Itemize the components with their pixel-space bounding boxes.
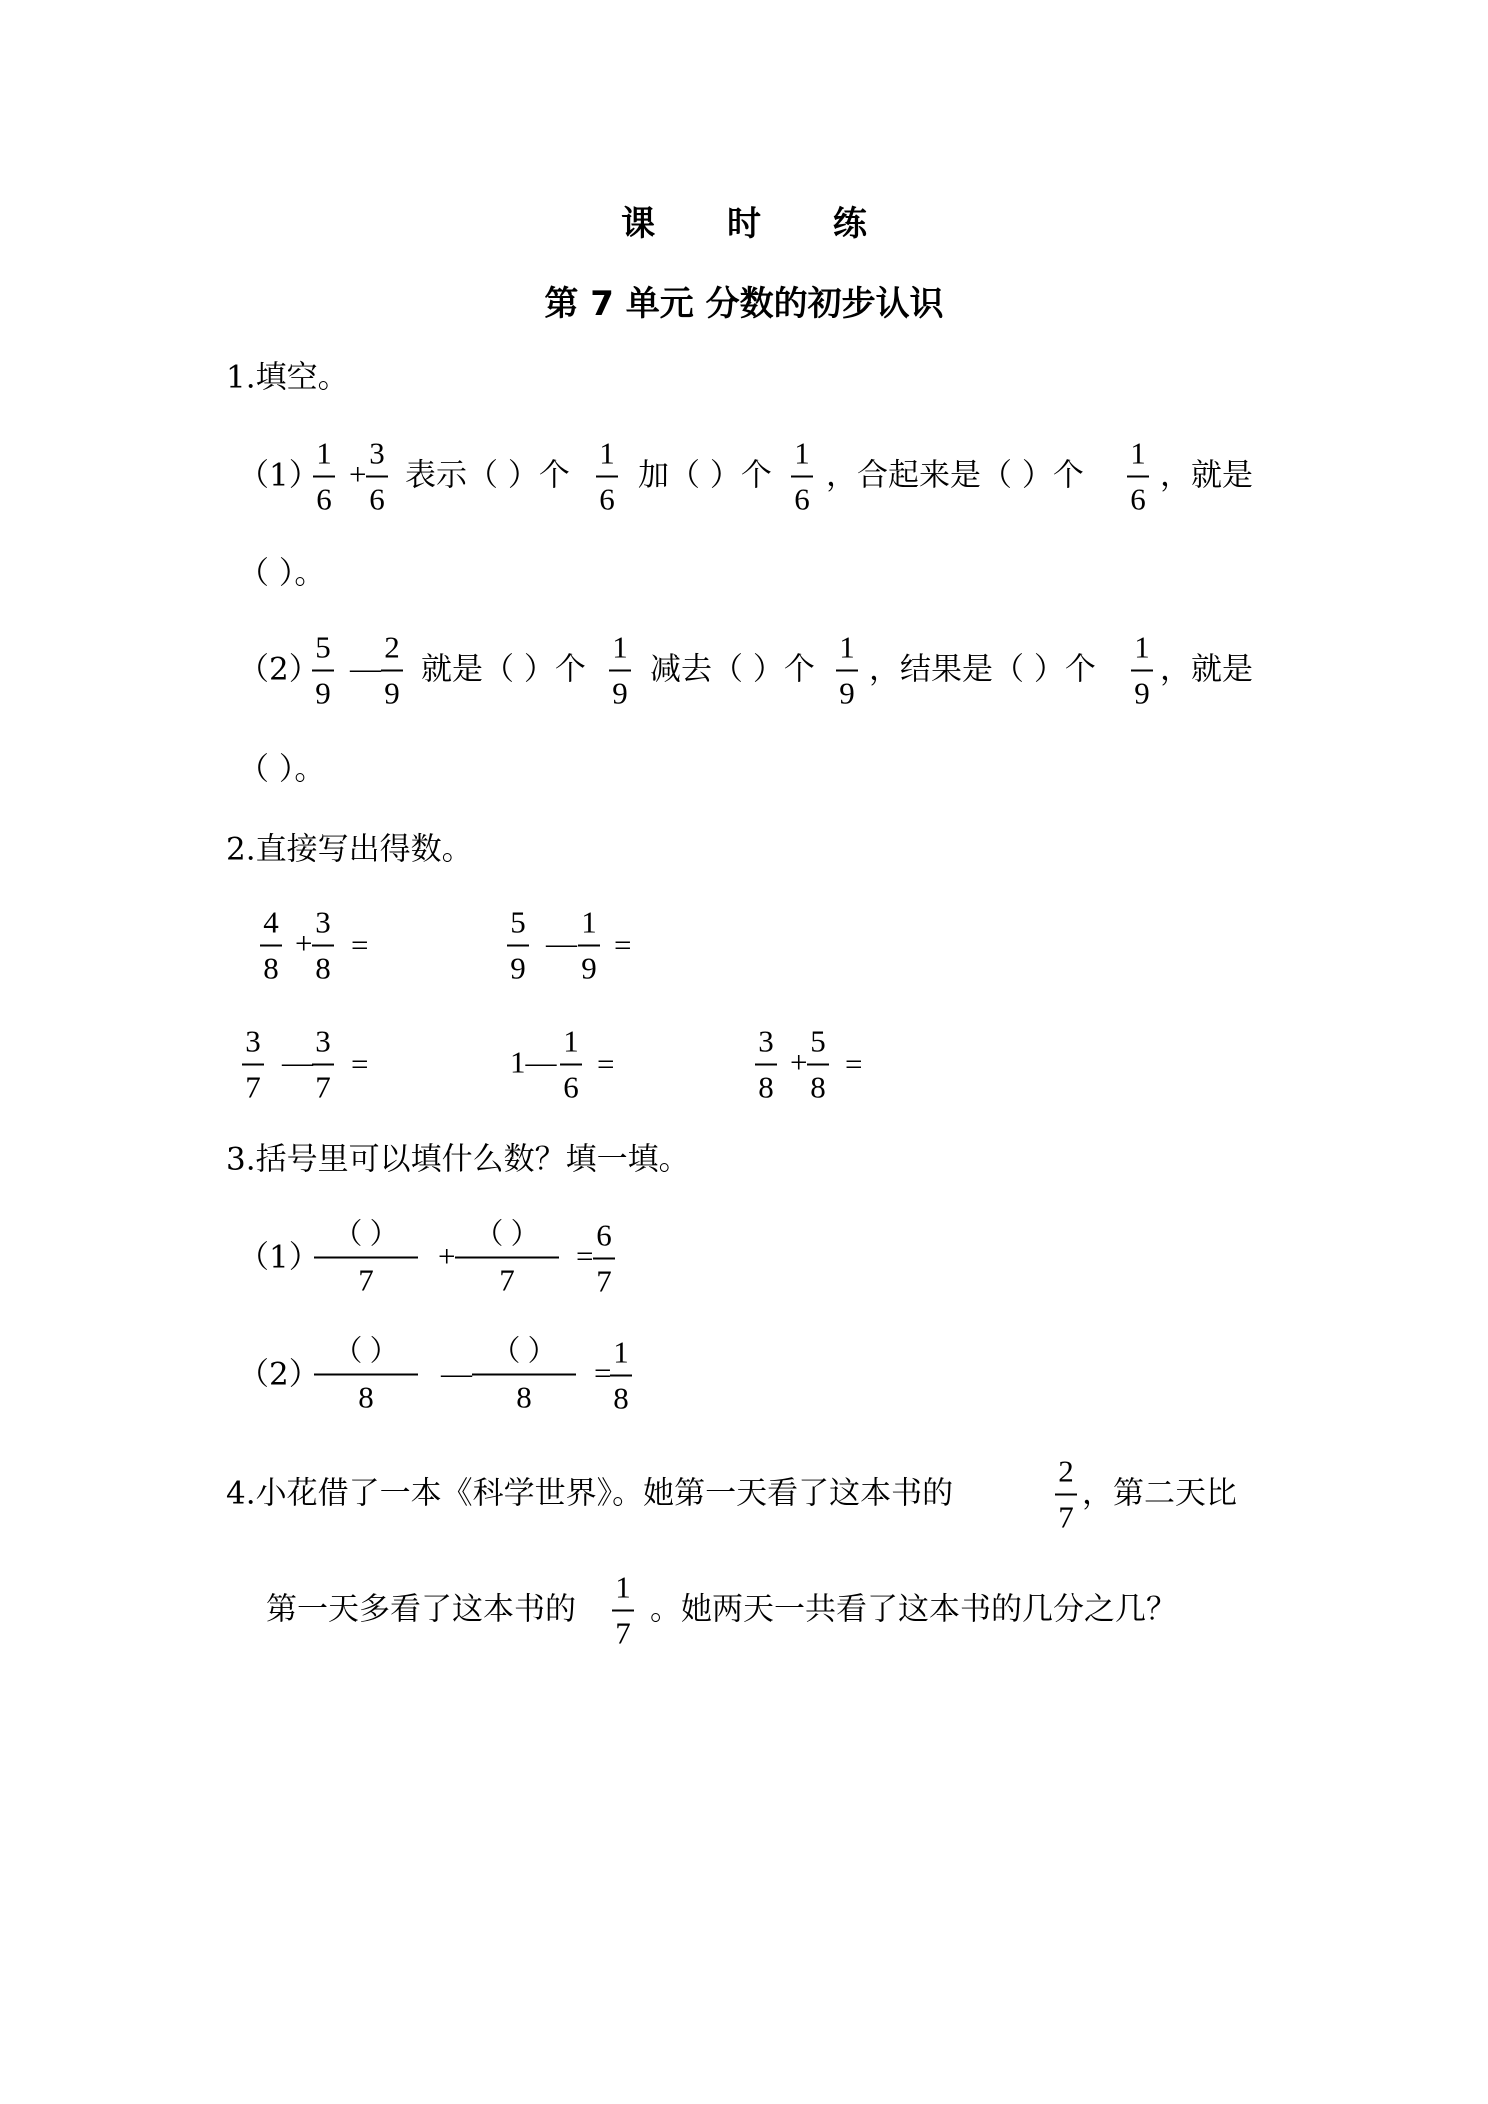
q4-text-3: 第一天多看了这本书的 [266, 1591, 576, 1628]
equals-sign: = [576, 1238, 594, 1274]
q2-e5-fraction-b: 5 8 [807, 1026, 829, 1103]
q4-text-1: 4.小花借了一本《科学世界》。她第一天看了这本书的 [226, 1475, 954, 1512]
q2-e2-fraction-a: 5 9 [507, 907, 529, 984]
q1-item1-fraction-1: 1 6 [596, 438, 618, 515]
plus-operator: + [295, 925, 313, 961]
q3-item2-result-fraction: 1 8 [610, 1337, 632, 1414]
q1-item1-text-4: ，就是 [1160, 457, 1253, 494]
q1-heading-text: 1.填空。 [226, 359, 349, 396]
q3-item1-result-fraction: 6 7 [593, 1220, 615, 1297]
q1-item2-fraction-1: 1 9 [609, 632, 631, 709]
q4-text-4: 。她两天一共看了这本书的几分之几？ [650, 1591, 1177, 1628]
q3-item2-fraction-b: （ ） 8 [472, 1338, 576, 1413]
q3-item1-fraction-a: （ ） 7 [314, 1221, 418, 1296]
q1-item2-fraction-3: 1 9 [1131, 632, 1153, 709]
q1-item2-text-2: 减去（ ）个 [650, 651, 815, 688]
q1-item2-fraction-b: 2 9 [381, 632, 403, 709]
q1-item1-fraction-3: 1 6 [1127, 438, 1149, 515]
equals-sign: = [594, 1355, 612, 1391]
unit-subtitle: 第 7 单元 分数的初步认识 [544, 284, 944, 324]
equals-sign: = [351, 927, 369, 963]
q2-heading-text: 2.直接写出得数。 [226, 831, 473, 868]
q1-item1-fraction-a: 1 6 [313, 438, 335, 515]
q3-heading-text: 3.括号里可以填什么数？填一填。 [226, 1141, 690, 1178]
q2-e3-fraction-a: 3 7 [242, 1026, 264, 1103]
minus-operator: — [441, 1355, 472, 1391]
q1-item2-tail-text: （ ）。 [238, 751, 326, 788]
q1-item2-label: （2） [238, 651, 320, 688]
minus-operator: — [350, 650, 381, 686]
plus-operator: + [349, 456, 367, 492]
q2-e5-fraction-a: 3 8 [755, 1026, 777, 1103]
q1-item1-label: （1） [238, 457, 320, 494]
q2-e3-fraction-b: 3 7 [312, 1026, 334, 1103]
equals-sign: = [351, 1046, 369, 1082]
q3-item2-label: （2） [238, 1356, 320, 1393]
q2-e4-whole-minus: 1— [510, 1044, 557, 1080]
plus-operator: + [438, 1238, 456, 1274]
q1-item2-text-1: 就是（ ）个 [421, 651, 586, 688]
q1-item2-fraction-a: 5 9 [312, 632, 334, 709]
q1-item1-fraction-2: 1 6 [791, 438, 813, 515]
q1-item1-fraction-b: 3 6 [366, 438, 388, 515]
q2-e1-fraction-a: 4 8 [260, 907, 282, 984]
q3-item1-fraction-b: （ ） 7 [455, 1221, 559, 1296]
q1-item2-fraction-2: 1 9 [836, 632, 858, 709]
minus-operator: — [282, 1044, 313, 1080]
page-title: 课 时 练 [621, 204, 897, 244]
q2-e4-fraction-b: 1 6 [560, 1026, 582, 1103]
q3-item1-label: （1） [238, 1239, 320, 1276]
q3-item2-fraction-a: （ ） 8 [314, 1338, 418, 1413]
equals-sign: = [845, 1046, 863, 1082]
q1-item2-text-3: ，结果是（ ）个 [869, 651, 1096, 688]
equals-sign: = [614, 927, 632, 963]
equals-sign: = [597, 1046, 615, 1082]
q1-item1-tail-text: （ ）。 [238, 555, 326, 592]
q4-fraction-2: 1 7 [612, 1572, 634, 1649]
q4-fraction-1: 2 7 [1055, 1456, 1077, 1533]
plus-operator: + [790, 1044, 808, 1080]
q1-item2-text-4: ，就是 [1160, 651, 1253, 688]
minus-operator: — [546, 925, 577, 961]
q1-item1-text-3: ，合起来是（ ）个 [826, 457, 1084, 494]
q1-item1-text-1: 表示（ ）个 [405, 457, 570, 494]
q2-e2-fraction-b: 1 9 [578, 907, 600, 984]
q1-item1-text-2: 加（ ）个 [638, 457, 772, 494]
q4-text-2: ，第二天比 [1082, 1475, 1237, 1512]
q2-e1-fraction-b: 3 8 [312, 907, 334, 984]
